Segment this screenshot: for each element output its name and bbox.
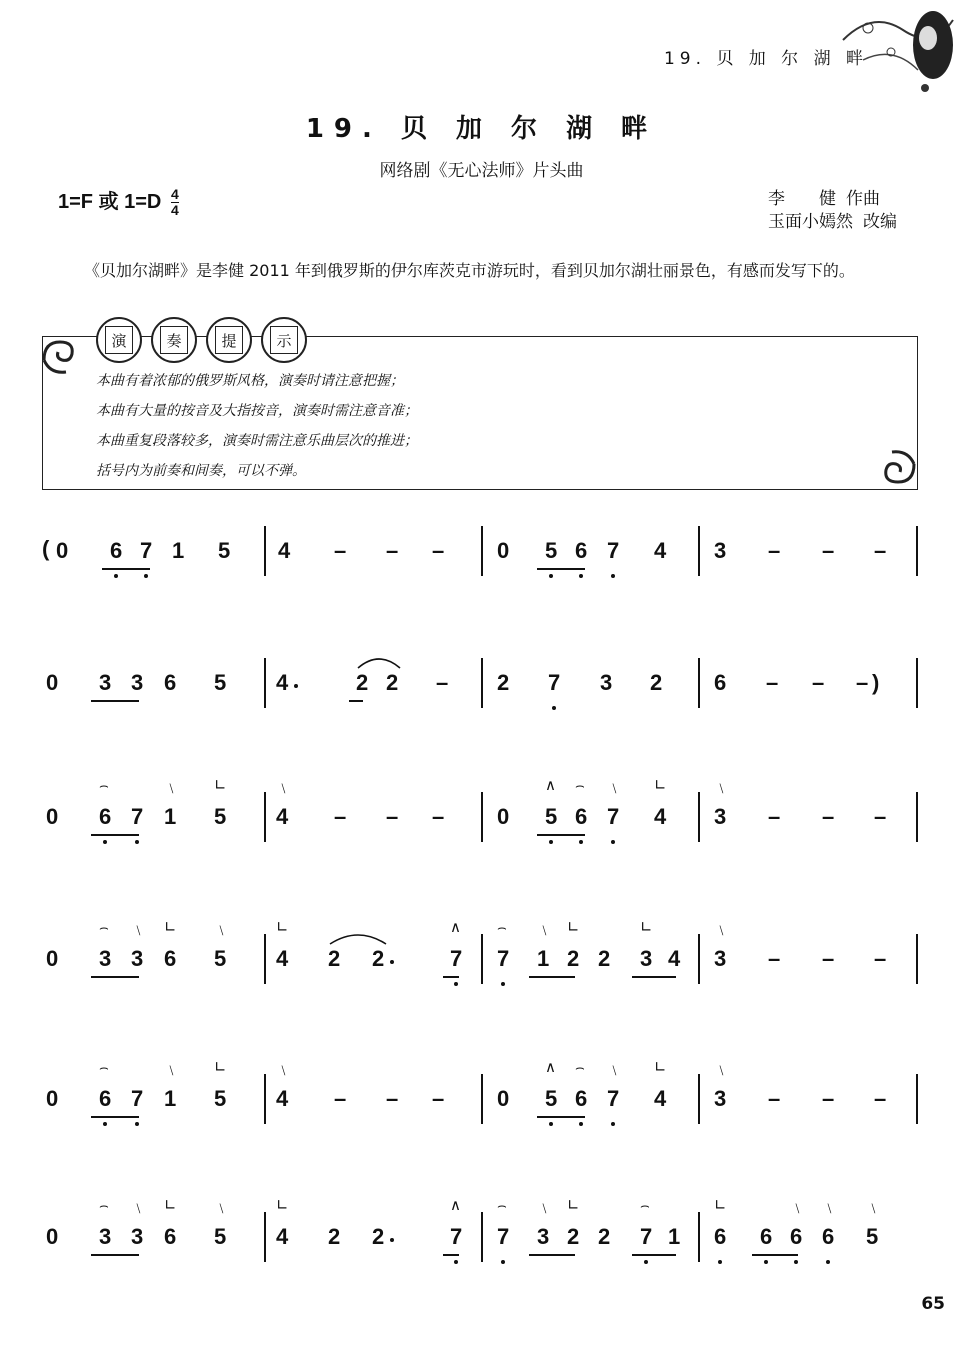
running-header: 19. 贝 加 尔 湖 畔: [663, 49, 868, 69]
low-octave-dot: [454, 1260, 458, 1264]
fingering-mark: ∟: [654, 1058, 667, 1076]
note: 6: [164, 946, 177, 971]
barline: [916, 1074, 918, 1124]
note-dash: –: [334, 538, 347, 563]
barline: [698, 1074, 700, 1124]
barline: [698, 792, 700, 842]
fingering-mark: ∟: [640, 918, 653, 936]
note: 4: [276, 670, 289, 695]
note: 6: [822, 1224, 835, 1249]
corner-cloud-ornament-icon: [872, 444, 918, 490]
fingering-mark: ﹨: [131, 920, 147, 938]
note: 5: [214, 804, 227, 829]
arranger-line: [768, 211, 897, 234]
barline: [481, 526, 483, 576]
fingering-mark: ∟: [164, 1196, 177, 1214]
note: 3: [131, 670, 144, 695]
intro-bracket-close: ): [872, 670, 880, 695]
note: 7: [640, 1224, 653, 1249]
time-signature-bottom: 4: [170, 202, 179, 219]
barline: [916, 658, 918, 708]
note: 5: [214, 1224, 227, 1249]
note: 7: [450, 946, 463, 971]
corner-cloud-ornament-icon: [40, 334, 86, 380]
fingering-mark: ∟: [276, 918, 289, 936]
low-octave-dot: [549, 1122, 553, 1126]
note: 4: [668, 946, 681, 971]
note-dash: –: [386, 804, 399, 829]
note: 5: [218, 538, 231, 563]
note: 1: [668, 1224, 681, 1249]
fingering-mark: ∟: [214, 1058, 227, 1076]
note: 2: [328, 1224, 341, 1249]
fingering-mark: ⌢: [99, 1196, 109, 1214]
tips-badges: [96, 317, 307, 363]
note: 3: [537, 1224, 550, 1249]
eighth-note-underline: [537, 834, 585, 836]
fingering-mark: ﹨: [164, 778, 180, 796]
note-dash: –: [812, 670, 825, 695]
note: 0: [46, 1086, 59, 1111]
tips-badge-char: 示: [270, 326, 298, 354]
note: 2: [497, 670, 510, 695]
composer-line: [768, 188, 897, 211]
tips-badge-char: 演: [105, 326, 133, 354]
eighth-note-underline: [91, 976, 139, 978]
note: 4: [276, 804, 289, 829]
note: 4: [278, 538, 291, 563]
note: 6: [714, 1224, 727, 1249]
barline: [916, 792, 918, 842]
note: 6: [575, 538, 588, 563]
fingering-mark: ﹨: [790, 1198, 806, 1216]
note: 3: [99, 670, 112, 695]
low-octave-dot: [764, 1260, 768, 1264]
fingering-mark: ﹨: [537, 1198, 553, 1216]
eighth-note-underline: [91, 700, 139, 702]
low-octave-dot: [135, 1122, 139, 1126]
song-subtitle: 网络剧《无心法师》片头曲: [379, 161, 584, 181]
low-octave-dot: [644, 1260, 648, 1264]
note-dash: –: [432, 538, 445, 563]
note: 7: [131, 1086, 144, 1111]
note: 5: [214, 1086, 227, 1111]
eighth-note-underline: [632, 1254, 676, 1256]
eighth-note-underline: [91, 1254, 139, 1256]
low-octave-dot: [144, 574, 148, 578]
tip-item: 本曲有大量的按音及大指按音，演奏时需注意音准；: [96, 403, 418, 419]
note: 4: [276, 1086, 289, 1111]
note-dash: –: [432, 1086, 445, 1111]
note-dash: –: [874, 538, 887, 563]
low-octave-dot: [579, 840, 583, 844]
note: 0: [56, 538, 69, 563]
eighth-note-underline: [91, 834, 139, 836]
barline: [481, 1212, 483, 1262]
note: 7: [607, 1086, 620, 1111]
fingering-mark: ﹨: [131, 1198, 147, 1216]
low-octave-dot: [501, 1260, 505, 1264]
fingering-mark: ⌢: [99, 918, 109, 936]
ink-plum-blossom-illustration: [833, 0, 963, 110]
fingering-mark: ∧: [545, 776, 556, 794]
fingering-mark: ⌢: [99, 1058, 109, 1076]
note: 5: [866, 1224, 879, 1249]
score-system: [0, 1058, 963, 1144]
low-octave-dot: [718, 1260, 722, 1264]
note: 2: [567, 1224, 580, 1249]
intro-bracket-open: (: [42, 536, 50, 561]
tip-item: 本曲重复段落较多，演奏时需注意乐曲层次的推进；: [96, 433, 418, 449]
note: 6: [164, 1224, 177, 1249]
key-text: 1=F 或 1=D: [58, 191, 162, 213]
note-dash: –: [822, 804, 835, 829]
arranger-role: 改编: [863, 212, 897, 232]
note: 3: [600, 670, 613, 695]
score-system: [0, 776, 963, 862]
eighth-note-underline: [529, 1254, 575, 1256]
low-octave-dot: [549, 574, 553, 578]
note: 6: [110, 538, 123, 563]
fingering-mark: ⌢: [575, 1058, 585, 1076]
tips-badge-char: 提: [215, 326, 243, 354]
slur-arc: [328, 930, 388, 946]
tips-badge: [96, 317, 142, 363]
barline: [698, 658, 700, 708]
note: 3: [714, 1086, 727, 1111]
eighth-note-underline: [752, 1254, 798, 1256]
intro-paragraph: 《贝加尔湖畔》是李健 2011 年到俄罗斯的伊尔库茨克市游玩时，看到贝加尔湖壮丽景色，有感而发写下的。: [84, 261, 855, 280]
note-dash: –: [874, 946, 887, 971]
note: 7: [497, 1224, 510, 1249]
fingering-mark: ﹨: [276, 778, 292, 796]
eighth-note-underline: [349, 700, 363, 702]
score-system: [0, 1196, 963, 1282]
note: 7: [607, 804, 620, 829]
note: 3: [99, 1224, 112, 1249]
low-octave-dot: [794, 1260, 798, 1264]
note: 2: [372, 1224, 385, 1249]
tips-badge-char: 奏: [160, 326, 188, 354]
note: 5: [545, 538, 558, 563]
barline: [698, 526, 700, 576]
low-octave-dot: [611, 1122, 615, 1126]
fingering-mark: ﹨: [607, 1060, 623, 1078]
fingering-mark: ⌢: [497, 918, 507, 936]
note: 6: [164, 670, 177, 695]
note: 2: [598, 1224, 611, 1249]
note-dash: –: [768, 946, 781, 971]
eighth-note-underline: [537, 568, 585, 570]
fingering-mark: ∟: [164, 918, 177, 936]
fingering-mark: ∧: [450, 1196, 461, 1214]
note: 0: [46, 670, 59, 695]
fingering-mark: ⌢: [575, 776, 585, 794]
low-octave-dot: [552, 706, 556, 710]
fingering-mark: ﹨: [714, 778, 730, 796]
barline: [916, 934, 918, 984]
note: 1: [164, 1086, 177, 1111]
low-octave-dot: [826, 1260, 830, 1264]
note: 2: [356, 670, 369, 695]
low-octave-dot: [103, 1122, 107, 1126]
fingering-mark: ∟: [214, 776, 227, 794]
note-dash: –: [334, 804, 347, 829]
low-octave-dot: [579, 574, 583, 578]
tips-badge: [261, 317, 307, 363]
fingering-mark: ﹨: [866, 1198, 882, 1216]
barline: [481, 792, 483, 842]
note: 4: [654, 538, 667, 563]
note: 3: [714, 538, 727, 563]
note-dash: –: [436, 670, 449, 695]
note-dash: –: [768, 538, 781, 563]
eighth-note-underline: [102, 568, 150, 570]
note: 6: [575, 804, 588, 829]
eighth-note-underline: [529, 976, 575, 978]
fingering-mark: ∧: [545, 1058, 556, 1076]
page-number: 65: [921, 1294, 945, 1314]
tips-badge: [206, 317, 252, 363]
time-signature-top: 4: [170, 186, 179, 203]
augmentation-dot: [294, 684, 298, 688]
fingering-mark: ﹨: [214, 920, 230, 938]
note: 1: [172, 538, 185, 563]
fingering-mark: ∟: [654, 776, 667, 794]
note: 2: [598, 946, 611, 971]
eighth-note-underline: [91, 1116, 139, 1118]
note: 2: [567, 946, 580, 971]
score-system: [0, 918, 963, 1004]
fingering-mark: ⌢: [497, 1196, 507, 1214]
note: 6: [790, 1224, 803, 1249]
tip-item: 本曲有着浓郁的俄罗斯风格，演奏时请注意把握；: [96, 373, 404, 389]
note-dash: –: [766, 670, 779, 695]
fingering-mark: ∟: [567, 918, 580, 936]
note: 5: [545, 804, 558, 829]
note: 0: [497, 804, 510, 829]
note: 5: [545, 1086, 558, 1111]
slur-arc: [356, 654, 402, 670]
note: 0: [497, 538, 510, 563]
fingering-mark: ﹨: [607, 778, 623, 796]
note: 0: [46, 804, 59, 829]
fingering-mark: ﹨: [714, 920, 730, 938]
fingering-mark: ﹨: [276, 1060, 292, 1078]
barline: [481, 658, 483, 708]
note: 4: [276, 946, 289, 971]
note-dash: –: [386, 538, 399, 563]
note: 7: [548, 670, 561, 695]
note: 3: [99, 946, 112, 971]
tips-badge: [151, 317, 197, 363]
low-octave-dot: [579, 1122, 583, 1126]
time-signature: [171, 187, 179, 218]
note-dash: –: [822, 1086, 835, 1111]
low-octave-dot: [611, 574, 615, 578]
barline: [916, 526, 918, 576]
low-octave-dot: [611, 840, 615, 844]
note: 4: [654, 804, 667, 829]
note-dash: –: [874, 1086, 887, 1111]
score-system: [0, 668, 963, 728]
note: 0: [497, 1086, 510, 1111]
note: 3: [131, 1224, 144, 1249]
note: 6: [760, 1224, 773, 1249]
fingering-mark: ⌢: [99, 776, 109, 794]
fingering-mark: ﹨: [214, 1198, 230, 1216]
note: 6: [714, 670, 727, 695]
fingering-mark: ∟: [276, 1196, 289, 1214]
key-signature: [58, 185, 179, 218]
low-octave-dot: [501, 982, 505, 986]
low-octave-dot: [114, 574, 118, 578]
note: 6: [575, 1086, 588, 1111]
barline: [698, 1212, 700, 1262]
note: 3: [131, 946, 144, 971]
note: 7: [450, 1224, 463, 1249]
fingering-mark: ﹨: [822, 1198, 838, 1216]
barline: [481, 1074, 483, 1124]
score-system: [0, 536, 963, 596]
composer-name: 李 健: [768, 189, 836, 209]
barline: [264, 1212, 266, 1262]
tip-item: 括号内为前奏和间奏，可以不弹。: [96, 463, 306, 479]
note: 5: [214, 946, 227, 971]
barline: [264, 526, 266, 576]
note: 3: [714, 804, 727, 829]
eighth-note-underline: [443, 976, 459, 978]
low-octave-dot: [549, 840, 553, 844]
note-dash: –: [856, 670, 869, 695]
note: 1: [164, 804, 177, 829]
fingering-mark: ﹨: [164, 1060, 180, 1078]
eighth-note-underline: [537, 1116, 585, 1118]
note-dash: –: [768, 1086, 781, 1111]
fingering-mark: ∟: [567, 1196, 580, 1214]
note: 3: [714, 946, 727, 971]
note: 6: [99, 1086, 112, 1111]
barline: [264, 792, 266, 842]
note: 4: [276, 1224, 289, 1249]
eighth-note-underline: [443, 1254, 459, 1256]
fingering-mark: ﹨: [714, 1060, 730, 1078]
note: 7: [131, 804, 144, 829]
eighth-note-underline: [632, 976, 676, 978]
note: 2: [386, 670, 399, 695]
note-dash: –: [822, 538, 835, 563]
low-octave-dot: [103, 840, 107, 844]
barline: [481, 934, 483, 984]
note: 0: [46, 1224, 59, 1249]
note-dash: –: [768, 804, 781, 829]
note-dash: –: [874, 804, 887, 829]
note-dash: –: [432, 804, 445, 829]
note: 6: [99, 804, 112, 829]
fingering-mark: ⌢: [640, 1196, 650, 1214]
tips-list: [96, 370, 418, 490]
note: 2: [328, 946, 341, 971]
note: 2: [372, 946, 385, 971]
note-dash: –: [386, 1086, 399, 1111]
low-octave-dot: [454, 982, 458, 986]
barline: [698, 934, 700, 984]
note: 5: [214, 670, 227, 695]
barline: [264, 934, 266, 984]
note: 1: [537, 946, 550, 971]
augmentation-dot: [390, 960, 394, 964]
fingering-mark: ∧: [450, 918, 461, 936]
augmentation-dot: [390, 1238, 394, 1242]
note: 0: [46, 946, 59, 971]
barline: [264, 658, 266, 708]
note-dash: –: [334, 1086, 347, 1111]
note: 7: [140, 538, 153, 563]
arranger-name: 玉面小嫣然: [768, 212, 853, 232]
note: 4: [654, 1086, 667, 1111]
composer-role: 作曲: [846, 189, 880, 209]
barline: [264, 1074, 266, 1124]
note: 7: [497, 946, 510, 971]
note: 7: [607, 538, 620, 563]
fingering-mark: ∟: [714, 1196, 727, 1214]
song-title: 19. 贝 加 尔 湖 畔: [305, 114, 658, 144]
note-dash: –: [822, 946, 835, 971]
fingering-mark: ﹨: [537, 920, 553, 938]
note: 3: [640, 946, 653, 971]
low-octave-dot: [135, 840, 139, 844]
credits: [768, 188, 897, 234]
note: 2: [650, 670, 663, 695]
